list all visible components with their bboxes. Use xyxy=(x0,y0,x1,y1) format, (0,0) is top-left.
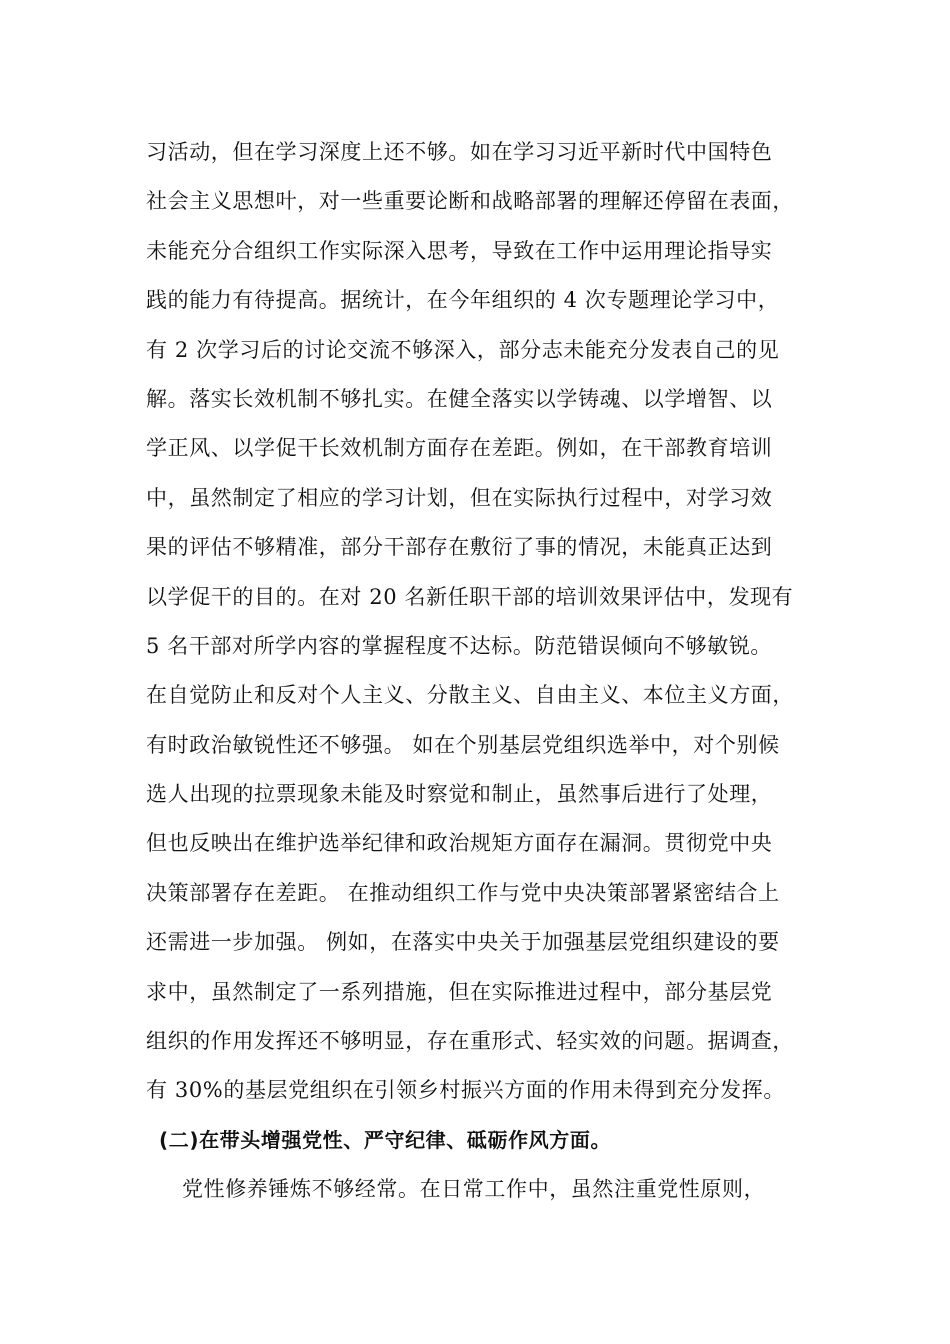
body-line: 果的评估不够精准，部分干部存在敷衍了事的情况，未能真正达到 xyxy=(146,535,773,560)
body-line: 在自觉防止和反对个人主义、分散主义、自由主义、本位主义方面， xyxy=(146,683,794,708)
body-line: 未能充分合组织工作实际深入思考，导致在工作中运用理论指导实 xyxy=(146,238,773,263)
body-line: 有 2 次学习后的讨论交流不够深入，部分志未能充分发表自己的见 xyxy=(146,337,780,362)
body-line: 但也反映出在维护选举纪律和政治规矩方面存在漏洞。贯彻党中央 xyxy=(146,831,773,856)
body-line: 决策部署存在差距。 在推动组织工作与党中央决策部署紧密结合上 xyxy=(146,880,780,905)
body-line: 学正风、以学促干长效机制方面存在差距。例如，在干部教育培训 xyxy=(146,436,773,461)
body-line: 求中，虽然制定了一系列措施，但在实际推进过程中，部分基层党 xyxy=(146,979,773,1004)
body-line: 有时政治敏锐性还不够强。 如在个别基层党组织选举中，对个别候 xyxy=(146,732,780,757)
body-line: 解。落实长效机制不够扎实。在健全落实以学铸魂、以学增智、以 xyxy=(146,386,773,411)
body-line: 中，虽然制定了相应的学习计划，但在实际执行过程中，对学习效 xyxy=(146,485,773,510)
document-body xyxy=(146,128,826,1215)
body-line: 有 30%的基层党组织在引领乡村振兴方面的作用未得到充分发挥。 xyxy=(146,1078,785,1103)
paragraph-first-line: 党性修养锤炼不够经常。在日常工作中，虽然注重党性原则， xyxy=(182,1177,766,1202)
body-line: 践的能力有待提高。据统计，在今年组织的 4 次专题理论学习中， xyxy=(146,288,780,313)
body-line: 选人出现的拉票现象未能及时察觉和制止，虽然事后进行了处理， xyxy=(146,782,773,807)
body-line: 5 名干部对所学内容的掌握程度不达标。防范错误倾向不够敏锐。 xyxy=(146,633,773,658)
body-line: 社会主义思想叶，对一些重要论断和战略部署的理解还停留在表面， xyxy=(146,189,794,214)
body-line: 组织的作用发挥还不够明显，存在重形式、轻实效的问题。据调查， xyxy=(146,1029,794,1054)
section-heading: (二)在带头增强党性、严守纪律、砥砺作风方面。 xyxy=(159,1127,612,1152)
body-line: 以学促干的目的。在对 20 名新任职干部的培训效果评估中，发现有 xyxy=(146,584,794,609)
body-line: 还需进一步加强。 例如，在落实中央关于加强基层党组织建设的要 xyxy=(146,930,780,955)
body-line: 习活动，但在学习深度上还不够。如在学习习近平新时代中国特色 xyxy=(146,140,773,164)
